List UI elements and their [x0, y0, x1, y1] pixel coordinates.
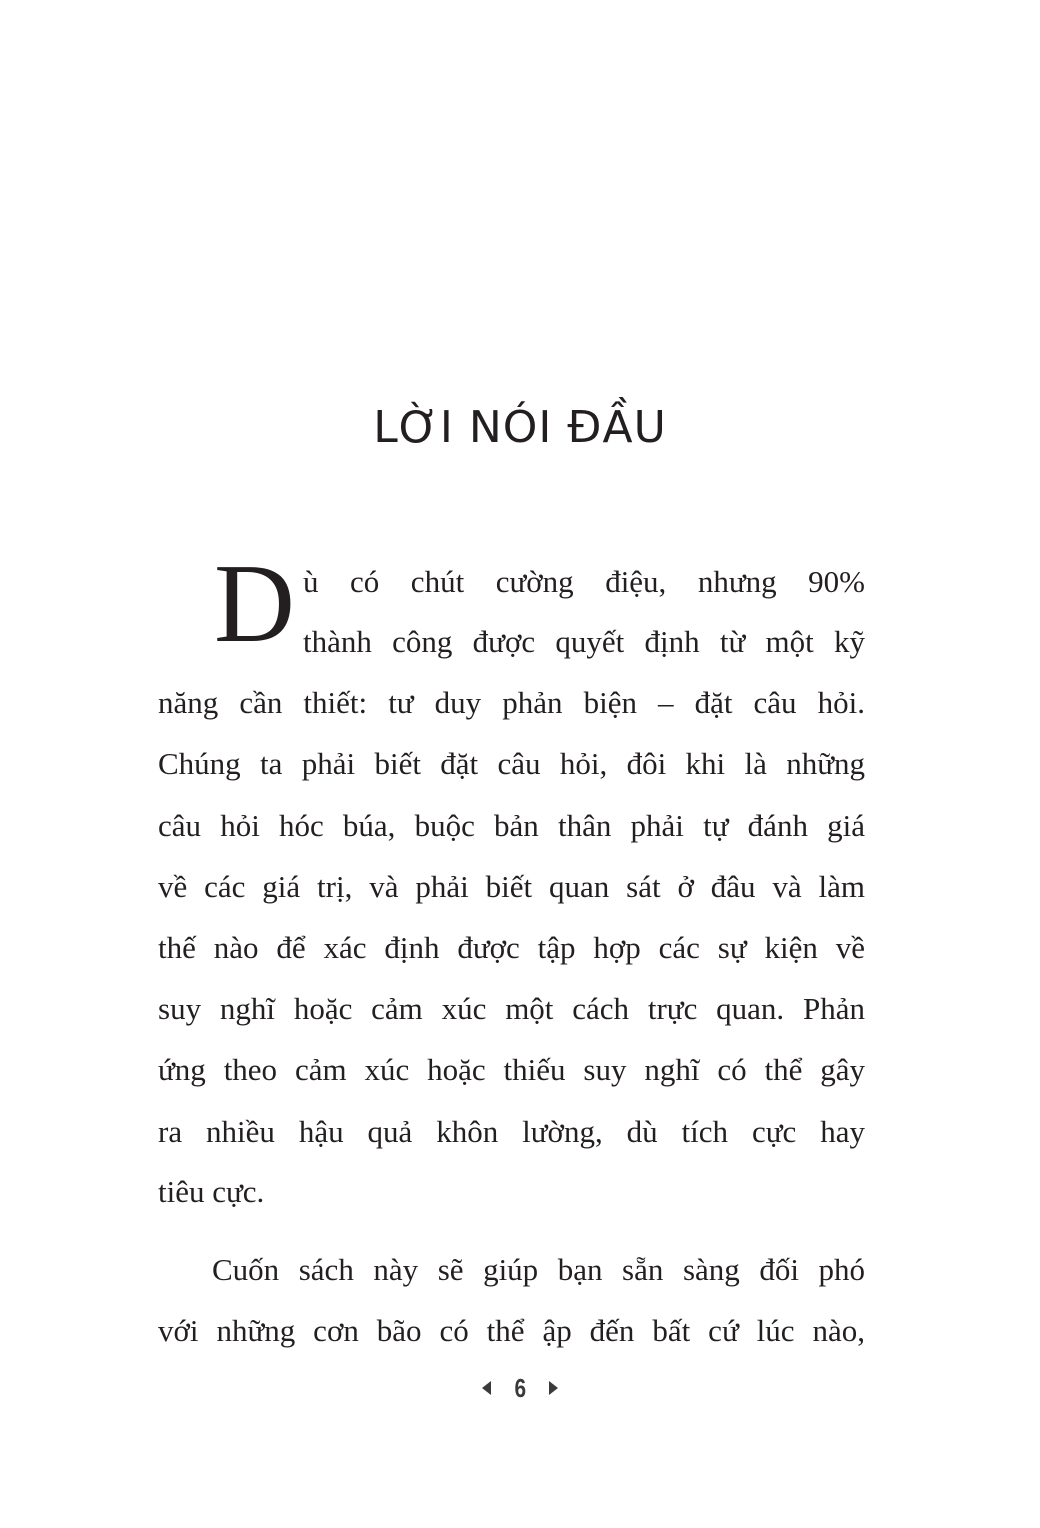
text-line: năng cần thiết: tư duy phản biện – đặt câu hỏi.	[158, 685, 865, 720]
text-line: thế nào để xác định được tập hợp các sự kiện về	[158, 930, 865, 965]
text-line: ứng theo cảm xúc hoặc thiếu suy nghĩ có thể gây	[158, 1052, 865, 1087]
text-line: tiêu cực.	[158, 1174, 265, 1209]
triangle-left-icon	[482, 1381, 491, 1395]
text-line: suy nghĩ hoặc cảm xúc một cách trực quan. Phản	[158, 991, 865, 1026]
text-line: về các giá trị, và phải biết quan sát ở đâu và làm	[158, 869, 865, 904]
triangle-right-icon	[549, 1381, 558, 1395]
text-line: ù có chút cường điệu, nhưng 90%	[303, 564, 865, 599]
text-line: ra nhiều hậu quả khôn lường, dù tích cực hay	[158, 1114, 865, 1149]
text-line: thành công được quyết định từ một kỹ	[303, 624, 865, 659]
text-line: Cuốn sách này sẽ giúp bạn sẵn sàng đối phó	[212, 1252, 865, 1287]
text-line: Chúng ta phải biết đặt câu hỏi, đôi khi là những	[158, 746, 865, 781]
page-number: 6	[514, 1372, 526, 1403]
page-number-footer	[0, 1372, 1040, 1404]
text-line: với những cơn bão có thể ập đến bất cứ lúc nào,	[158, 1313, 865, 1348]
drop-cap: D	[214, 542, 295, 666]
text-line: câu hỏi hóc búa, buộc bản thân phải tự đánh giá	[158, 808, 865, 843]
chapter-title: LỜI NÓI ĐẦU	[373, 402, 667, 453]
